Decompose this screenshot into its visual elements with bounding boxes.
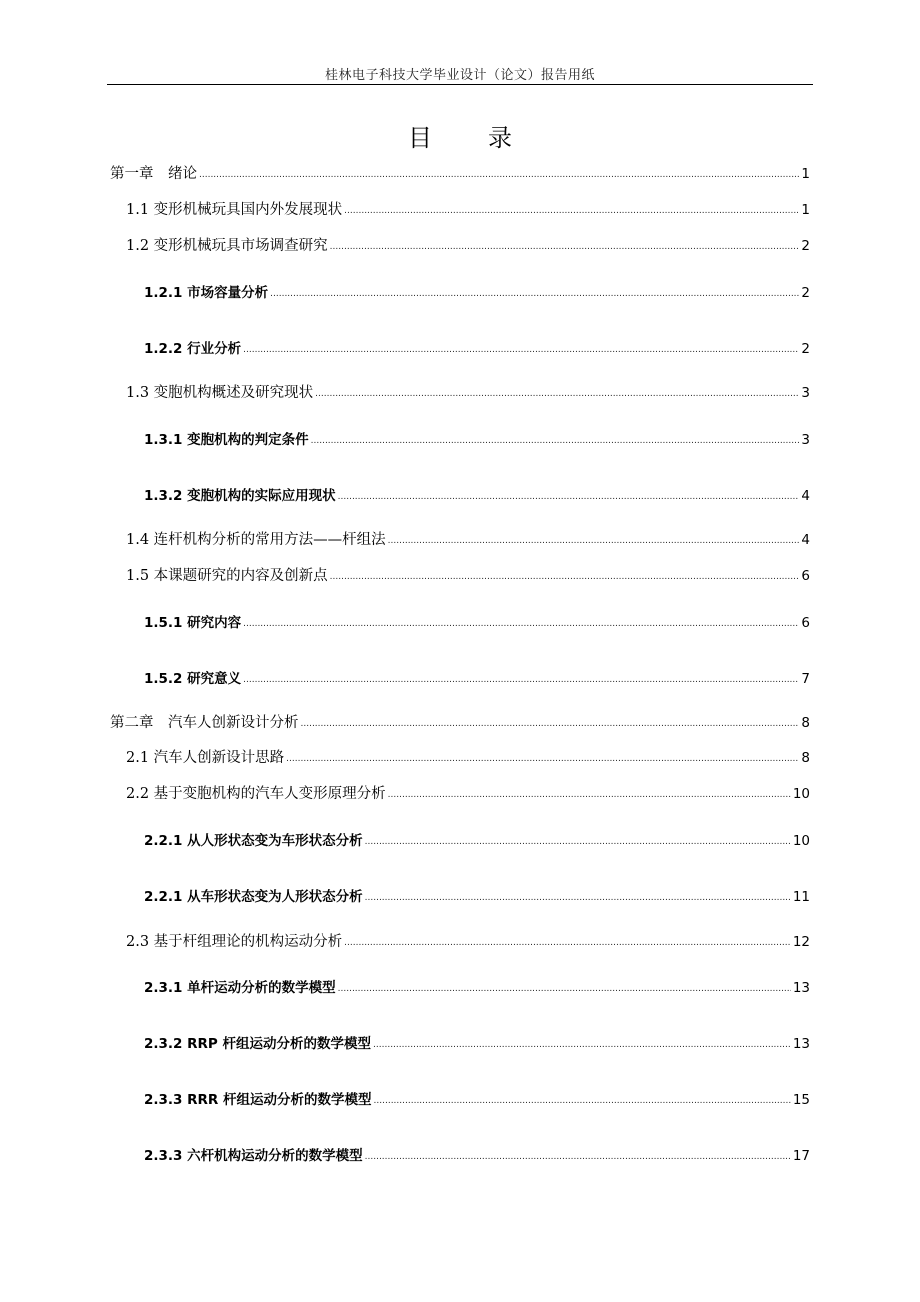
toc-entry-1-1[interactable]: [126, 198, 810, 219]
page-header: 桂林电子科技大学毕业设计（论文）报告用纸: [324, 68, 595, 83]
toc-entry-label: 1.2.1 市场容量分析: [144, 285, 269, 301]
toc-entry-label: 1.3.2 变胞机构的实际应用现状: [144, 488, 336, 504]
toc-leader: [338, 979, 791, 993]
toc-entry-2-3[interactable]: [126, 930, 810, 951]
toc-leader: [199, 164, 799, 179]
toc-entry-1-5[interactable]: [126, 564, 810, 585]
toc-entry-label: 1.5.2 研究意义: [144, 671, 242, 687]
toc-page-number: 1: [801, 202, 810, 218]
toc-leader: [330, 236, 800, 251]
toc-title: 目录: [408, 124, 568, 152]
toc-entry-2-3-3a[interactable]: [144, 1088, 810, 1108]
toc-leader: [374, 1091, 791, 1105]
toc-page-number: 17: [792, 1148, 810, 1164]
toc-page-number: 10: [792, 786, 810, 802]
toc-leader: [243, 340, 799, 354]
toc-entry-1-4[interactable]: [126, 528, 810, 549]
toc-entry-2-3-1[interactable]: [144, 976, 810, 996]
toc-leader: [315, 383, 799, 398]
toc-page-number: 13: [792, 980, 810, 996]
toc-entry-label: 1.3 变胞机构概述及研究现状: [126, 385, 314, 401]
toc-entry-label: 2.2.1 从人形状态变为车形状态分析: [144, 833, 363, 849]
toc-page-number: 2: [801, 238, 810, 254]
toc-page-number: 13: [792, 1036, 810, 1052]
toc-leader: [286, 748, 799, 763]
toc-leader: [388, 530, 800, 545]
toc-entry-2-2-1a[interactable]: [144, 829, 810, 849]
toc-leader: [243, 614, 799, 628]
toc-page-number: 15: [792, 1092, 810, 1108]
toc-page-number: 1: [801, 166, 810, 182]
toc-leader: [365, 888, 791, 902]
toc-entry-label: 2.1 汽车人创新设计思路: [126, 750, 285, 766]
toc-entry-label: 1.4 连杆机构分析的常用方法——杆组法: [126, 532, 386, 548]
toc-leader: [365, 1147, 791, 1161]
toc-page-number: 8: [801, 750, 810, 766]
toc-leader: [344, 200, 799, 215]
toc-page-number: 8: [801, 715, 810, 731]
toc-leader: [311, 431, 800, 445]
toc-entry-chapter-1[interactable]: [110, 162, 810, 183]
toc-entry-1-3-2[interactable]: [144, 484, 810, 504]
toc-entry-1-2-1[interactable]: [144, 281, 810, 301]
toc-entry-label: 2.3.3 六杆机构运动分析的数学模型: [144, 1148, 363, 1164]
toc-entry-label: 1.5.1 研究内容: [144, 615, 242, 631]
toc-leader: [373, 1035, 791, 1049]
toc-entry-1-5-2[interactable]: [144, 667, 810, 687]
toc-entry-label: 2.2.1 从车形状态变为人形状态分析: [144, 889, 363, 905]
toc-entry-label: 1.1 变形机械玩具国内外发展现状: [126, 202, 343, 218]
toc-page-number: 10: [792, 833, 810, 849]
toc-entry-chapter-2[interactable]: [110, 711, 810, 732]
toc-page-number: 12: [792, 934, 810, 950]
toc-page-number: 2: [801, 341, 810, 357]
toc-entry-label: 第一章 绪论: [110, 166, 197, 182]
toc-entry-label: 2.3 基于杆组理论的机构运动分析: [126, 934, 343, 950]
toc-entry-1-3[interactable]: [126, 381, 810, 402]
toc-leader: [270, 284, 799, 298]
toc-page-number: 7: [801, 671, 810, 687]
toc-leader: [344, 932, 791, 947]
toc-entry-label: 2.3.3 RRR 杆组运动分析的数学模型: [144, 1092, 372, 1108]
toc-entry-label: 第二章 汽车人创新设计分析: [110, 715, 299, 731]
toc-entry-label: 1.2.2 行业分析: [144, 341, 242, 357]
toc-page-number: 11: [792, 889, 810, 905]
toc-entry-1-2-2[interactable]: [144, 337, 810, 357]
toc-leader: [388, 784, 791, 799]
toc-entry-label: 1.3.1 变胞机构的判定条件: [144, 432, 309, 448]
toc-leader: [338, 487, 800, 501]
toc-entry-2-3-3b[interactable]: [144, 1144, 810, 1164]
toc-entry-1-3-1[interactable]: [144, 428, 810, 448]
toc-entry-2-2[interactable]: [126, 782, 810, 803]
toc-page-number: 3: [801, 385, 810, 401]
toc-entry-label: 2.3.2 RRP 杆组运动分析的数学模型: [144, 1036, 372, 1052]
toc-page-number: 2: [801, 285, 810, 301]
toc-entry-label: 1.2 变形机械玩具市场调查研究: [126, 238, 328, 254]
toc-page-number: 4: [801, 532, 810, 548]
toc-page-number: 3: [801, 432, 810, 448]
toc-leader: [365, 832, 791, 846]
toc-page-number: 6: [801, 615, 810, 631]
toc-entry-1-2[interactable]: [126, 234, 810, 255]
toc-entry-1-5-1[interactable]: [144, 611, 810, 631]
toc-entry-label: 2.3.1 单杆运动分析的数学模型: [144, 980, 336, 996]
toc-leader: [301, 713, 800, 728]
toc-entry-2-3-2[interactable]: [144, 1032, 810, 1052]
toc-leader: [330, 566, 800, 581]
toc-entry-2-1[interactable]: [126, 746, 810, 767]
header-rule: [107, 84, 813, 85]
toc-leader: [243, 670, 799, 684]
toc-entry-label: 2.2 基于变胞机构的汽车人变形原理分析: [126, 786, 386, 802]
toc-entry-2-2-1b[interactable]: [144, 885, 810, 905]
toc-page-number: 6: [801, 568, 810, 584]
toc-entry-label: 1.5 本课题研究的内容及创新点: [126, 568, 328, 584]
toc-page-number: 4: [801, 488, 810, 504]
